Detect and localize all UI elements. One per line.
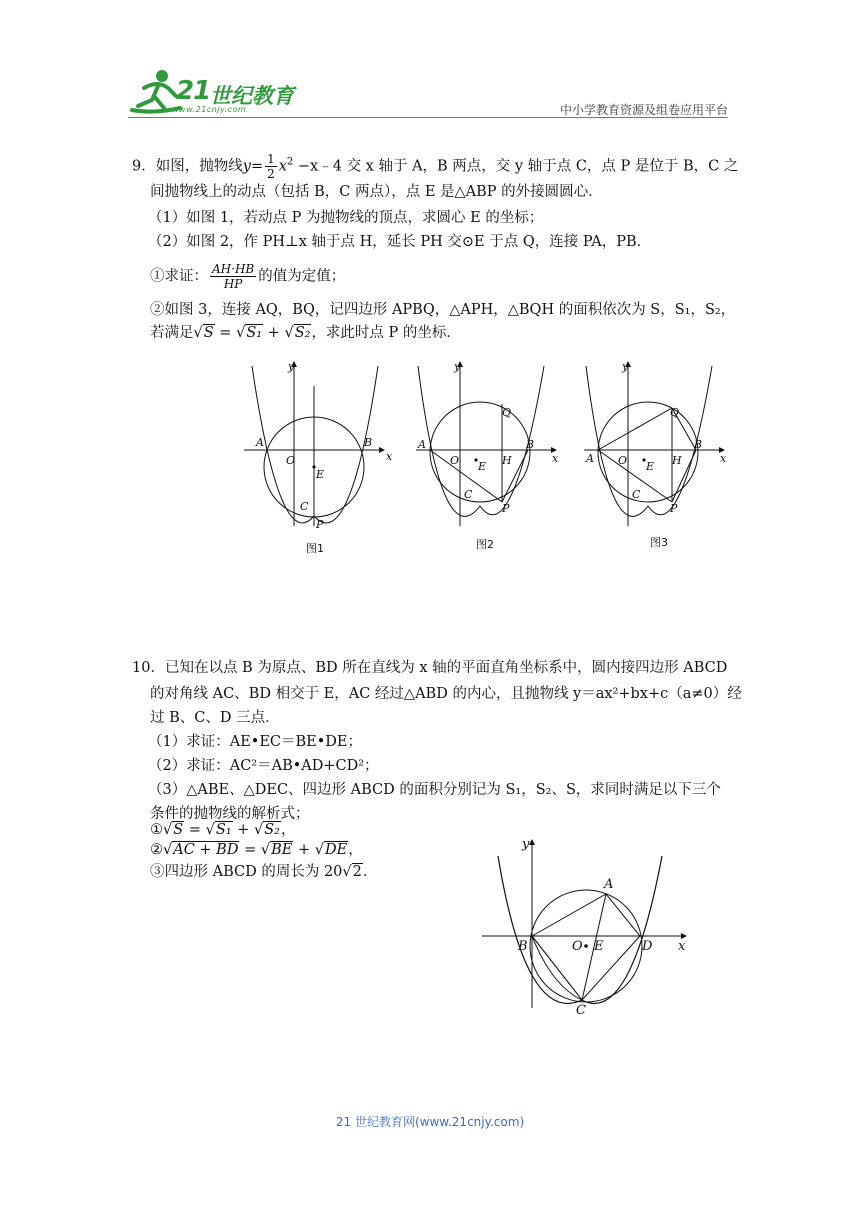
caption-fig2: 图2 [476, 538, 494, 551]
sqrt-s1: √S₁ [236, 325, 263, 341]
label-x: x [386, 450, 393, 463]
sqrt-s2: √S₂ [284, 325, 311, 341]
label-c: C [300, 500, 309, 513]
q10-part3: （3）△ABE、△DEC、四边形 ABCD 的面积分别记为 S₁，S₂、S，求同时满足以下三个 [148, 782, 721, 798]
label-b: B [364, 436, 373, 449]
q10-figure [480, 836, 700, 1020]
radicand: 2 [352, 864, 362, 880]
equals: = [214, 325, 237, 341]
label-b: B [694, 438, 703, 451]
q9-number: 9． [132, 158, 156, 175]
q10-cond1 [150, 820, 295, 840]
cond-suffix: ． [362, 864, 378, 880]
sqrt-s: √S [163, 822, 184, 838]
label-a: A [604, 877, 614, 892]
label-q: Q [502, 406, 512, 419]
denominator: HP [223, 277, 243, 291]
label-a: A [586, 452, 594, 465]
logo-text: 世纪教育 [210, 84, 294, 108]
label-y: y [622, 360, 629, 373]
label-x: x [720, 452, 727, 465]
label-c: C [576, 1003, 586, 1018]
var-y: y [242, 158, 251, 175]
header-divider [128, 117, 728, 118]
radicand: S₁ [215, 822, 232, 838]
label-o: O [572, 939, 583, 954]
label-h: H [502, 454, 512, 467]
label-x: x [678, 939, 686, 954]
plus: + [293, 842, 315, 858]
equals: = [239, 842, 261, 858]
label-h: H [672, 454, 682, 467]
q10-part3-cont: 条件的抛物线的解析式； [150, 806, 310, 822]
exponent: 2 [286, 156, 294, 168]
var-x: x [278, 158, 287, 175]
radicand: S₁ [246, 325, 263, 341]
radicand: S₂ [294, 325, 311, 341]
plus: + [232, 822, 254, 838]
plus: + [263, 325, 285, 341]
label-y: y [288, 360, 295, 373]
q9-sub2-condition [150, 323, 461, 343]
caption-fig1: 图1 [306, 542, 324, 555]
numerator: AH·HB [212, 262, 255, 276]
q9-figures [240, 356, 730, 556]
label-d: D [642, 939, 653, 954]
sqrt-be: √BE [260, 842, 293, 858]
label-p: P [502, 502, 510, 515]
cond-marker: ② [150, 842, 163, 858]
label-y: y [522, 837, 530, 852]
sqrt-ac-bd: √AC + BD [163, 842, 239, 858]
radicand: AC + BD [173, 842, 239, 858]
radicand: BE [271, 842, 293, 858]
q9-sub1 [150, 262, 345, 291]
footer-link[interactable]: 21 世纪教育网(www.21cnjy.com) [335, 1115, 525, 1129]
equals: = [184, 822, 206, 838]
q9-line1 [132, 152, 738, 181]
radicand: S [173, 822, 184, 838]
label-o: O [618, 454, 628, 467]
label-e: E [594, 939, 604, 954]
equals: = [250, 158, 264, 175]
radicand: S₂ [264, 822, 280, 838]
figure-3 [584, 360, 727, 526]
sub1-suffix: 的值为定值； [258, 268, 346, 285]
sqrt-s2: √S₂ [253, 822, 280, 838]
cond-suffix: ， [348, 842, 363, 858]
label-b: B [526, 438, 535, 451]
denominator: 2 [267, 167, 275, 181]
fraction-ah-hb-hp [210, 262, 256, 291]
logo-url: www.21cnjy.com [172, 105, 247, 114]
q9-text-rest: −x﹣4 交 x 轴于 A，B 两点，交 y 轴于点 C，点 P 是位于 B，C 之 [293, 158, 739, 175]
q10-part2: （2）求证：AC²＝AB•AD+CD²； [148, 758, 379, 774]
cond-marker: ① [150, 822, 163, 838]
sub1-prefix: ①求证： [150, 268, 208, 285]
q10-part1: （1）求证：AE•EC＝BE•DE； [148, 734, 363, 750]
label-e: E [316, 468, 325, 481]
logo-number: 21 [176, 76, 211, 106]
line-aq [598, 408, 672, 450]
sqrt-s: √S [193, 325, 214, 341]
q9-part2: （2）如图 2，作 PH⊥x 轴于点 H，延长 PH 交⊙E 于点 Q，连接 PA，PB． [148, 234, 652, 250]
q10-cond3 [150, 862, 377, 882]
q9-text: 如图，抛物线 [155, 158, 243, 175]
figure-2 [416, 360, 559, 526]
label-p: P [316, 518, 324, 531]
label-e: E [478, 460, 487, 473]
q10-number: 10． [132, 660, 165, 676]
label-x: x [552, 452, 559, 465]
cond-suffix: ， [280, 822, 296, 838]
sqrt-2: √2 [342, 864, 362, 880]
label-o: O [450, 454, 460, 467]
label-b: B [518, 939, 528, 954]
radicand: S [203, 325, 214, 341]
platform-title: 中小学教育资源及组卷应用平台 [559, 103, 728, 117]
label-p: P [670, 502, 678, 515]
label-e: E [646, 460, 655, 473]
q10-line3: 过 B、C、D 三点． [150, 710, 280, 726]
point-o [584, 944, 588, 948]
parabola [498, 856, 662, 1003]
numerator: 1 [267, 152, 275, 166]
caption-fig3: 图3 [650, 536, 668, 549]
label-a: A [418, 438, 426, 451]
q9-line2: 间抛物线上的动点（包括 B，C 两点），点 E 是△ABP 的外接圆圆心． [150, 184, 603, 200]
cond-prefix: 若满足 [150, 325, 194, 341]
cond-text: ③四边形 ABCD 的周长为 20 [150, 864, 343, 880]
sqrt-s1: √S₁ [205, 822, 232, 838]
q10-line1 [132, 658, 727, 678]
label-a: A [256, 436, 264, 449]
sqrt-de: √DE [314, 842, 348, 858]
label-c: C [464, 488, 473, 501]
cond-suffix: ，求此时点 P 的坐标． [311, 325, 461, 341]
label-o: O [286, 454, 296, 467]
label-y: y [454, 360, 461, 373]
q9-part1: （1）如图 1，若动点 P 为抛物线的顶点，求圆心 E 的坐标； [148, 210, 544, 226]
fraction-half [265, 152, 277, 181]
label-q: Q [670, 406, 680, 419]
figure-1 [244, 360, 393, 531]
q9-sub2: ②如图 3，连接 AQ，BQ，记四边形 APBQ，△APH，△BQH 的面积依次为 S，S₁，S₂， [150, 302, 736, 318]
q10-line2: 的对角线 AC、BD 相交于 E，AC 经过△ABD 的内心，且抛物线 y＝ax²+bx+c（a≠0）经 [150, 686, 742, 702]
label-c: C [632, 488, 641, 501]
radicand: DE [324, 842, 348, 858]
q10-cond2 [150, 840, 363, 860]
q10-text: 已知在以点 B 为原点、BD 所在直线为 x 轴的平面直角坐标系中，圆内接四边形 ABCD [164, 660, 728, 676]
